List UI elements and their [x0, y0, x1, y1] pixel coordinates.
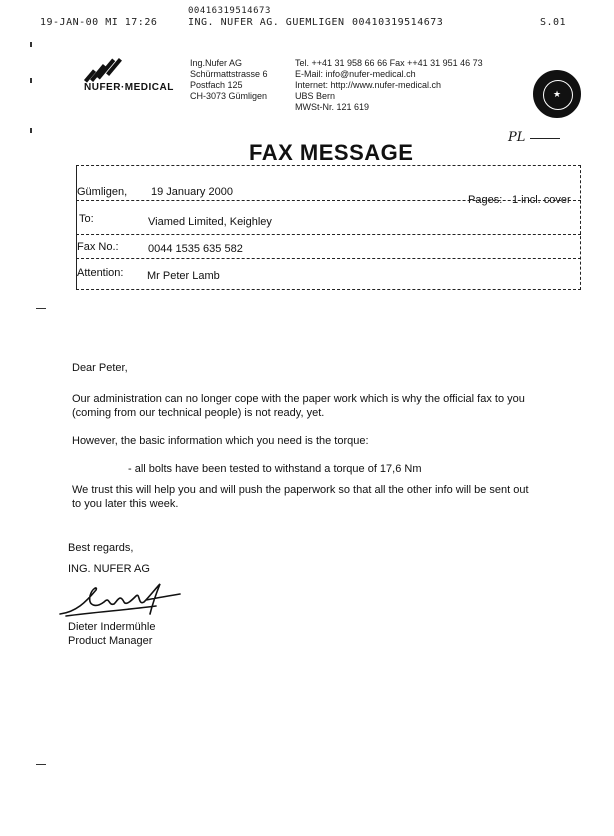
handwritten-stroke: [530, 138, 560, 139]
attention-value: Mr Peter Lamb: [147, 270, 220, 282]
to-value: Viamed Limited, Keighley: [148, 216, 272, 228]
to-label: To:: [79, 213, 94, 225]
handwritten-initials: PL: [508, 130, 526, 145]
form-bottom-rule: [76, 289, 581, 290]
address-line: CH-3073 Gümligen: [190, 91, 268, 101]
form-row-rule: [76, 234, 581, 235]
fax-top-number: 00416319514673: [188, 6, 271, 16]
company-contact: [295, 58, 483, 113]
form-top-rule: [76, 165, 581, 166]
body-paragraph-2: However, the basic information which you need is the torque:: [72, 435, 369, 447]
nufer-logo-icon: [84, 55, 124, 83]
scan-speck: [30, 78, 32, 83]
form-row-rule: [76, 200, 581, 201]
fax-date-time: 19-JAN-00 MI 17:26: [40, 17, 158, 28]
fax-page-number: S.01: [540, 17, 567, 28]
contact-bank: UBS Bern: [295, 91, 336, 101]
pages-label: Pages:: [468, 194, 503, 206]
fax-number-label: Fax No.:: [77, 241, 119, 253]
place-label: Gümligen,: [77, 186, 128, 198]
fax-sender: ING. NUFER AG. GUEMLIGEN: [188, 17, 345, 28]
contact-website: Internet: http://www.nufer-medical.ch: [295, 80, 442, 90]
salutation: Dear Peter,: [72, 362, 128, 374]
address-line: Postfach 125: [190, 80, 243, 90]
date-value: 19 January 2000: [151, 186, 233, 198]
scan-speck: [30, 128, 32, 133]
closing-company: ING. NUFER AG: [68, 563, 150, 575]
attention-label: Attention:: [77, 267, 124, 279]
form-row-rule: [76, 258, 581, 259]
body-paragraph-1-line-1: Our administration can no longer cope with the paper work which is why the official fax to you: [72, 393, 525, 405]
scan-speck: [30, 42, 32, 47]
address-line: Ing.Nufer AG: [190, 58, 243, 68]
contact-email: E-Mail: info@nufer-medical.ch: [295, 69, 416, 79]
fax-number-value: 0044 1535 635 582: [148, 243, 243, 255]
closing: Best regards,: [68, 542, 134, 554]
signer-title: Product Manager: [68, 635, 153, 647]
fax-sender-number: 00410319514673: [352, 17, 444, 28]
handwritten-signature: [56, 582, 186, 622]
pages-value: 1 incl. cover: [512, 194, 571, 206]
contact-vat: MWSt-Nr. 121 619: [295, 102, 370, 112]
signer-name: Dieter Indermühle: [68, 621, 156, 633]
page-title: FAX MESSAGE: [249, 140, 414, 165]
scan-speck: [36, 764, 46, 765]
company-address: [190, 58, 268, 102]
torque-bullet: - all bolts have been tested to withstand a torque of 17,6 Nm: [128, 463, 422, 475]
body-paragraph-3-line-2: to you later this week.: [72, 498, 179, 510]
body-paragraph-3-line-1: We trust this will help you and will push the paperwork so that all the other info will be sent out: [72, 484, 529, 496]
address-line: Schürmattstrasse 6: [190, 69, 268, 79]
certification-seal-icon: ★: [533, 70, 581, 118]
form-right-rule: [580, 165, 581, 290]
scan-speck: [36, 308, 46, 309]
contact-phone-fax: Tel. ++41 31 958 66 66 Fax ++41 31 951 46 73: [295, 58, 483, 68]
logo-wordmark: NUFER·MEDICAL: [84, 82, 174, 93]
body-paragraph-1-line-2: (coming from our technical people) is not ready, yet.: [72, 407, 325, 419]
